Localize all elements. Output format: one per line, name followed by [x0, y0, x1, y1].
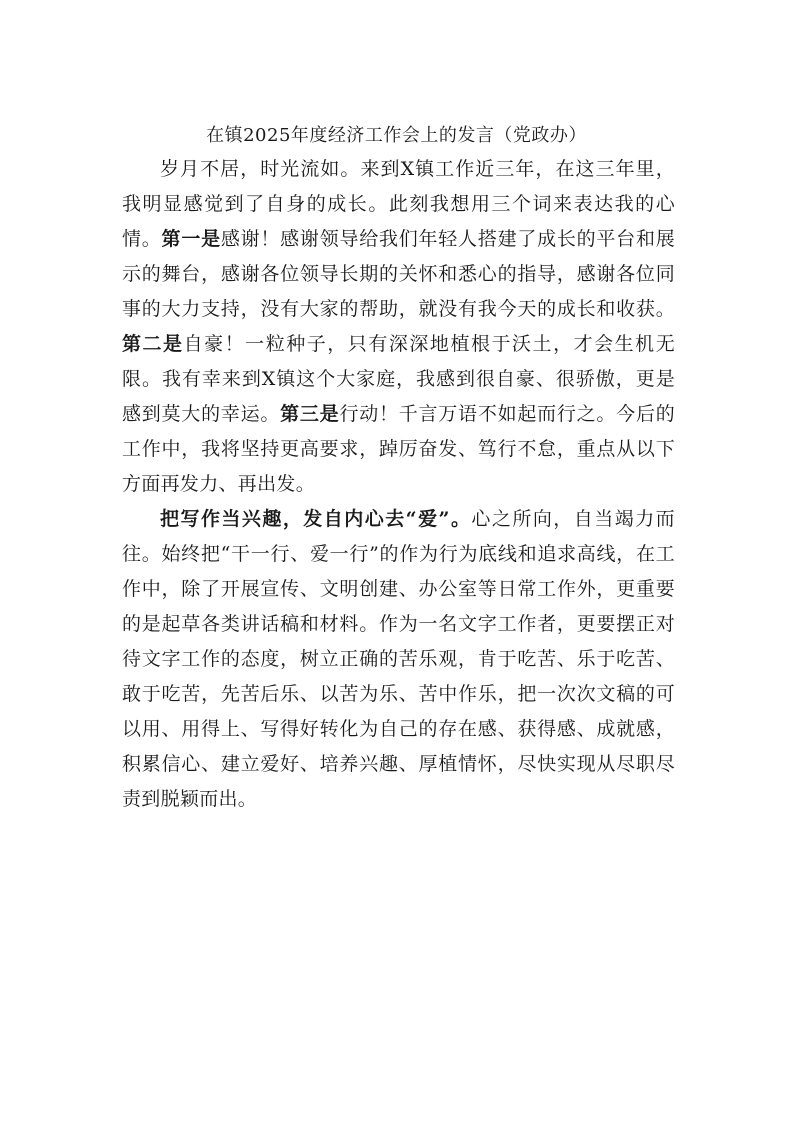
writing-text: 心之所向，自当竭力而往。始终把“干一行、爱一行”的作为行为底线和追求高线，在工作中，除了开展宣传、文明创建、办公室等日常工作外，更重要的是起草各类讲话稿和材料。作为一名文字工作者，更要摆正对待文字工作的态度，树立正确的苦乐观，肯于吃苦、乐于吃苦、敢于吃苦，先苦后乐、以苦为乐、苦中作乐，把一次次文稿的可以用、用得上、写得好转化为自己的存在感、获得感、成就感，积累信心、建立爱好、培养兴趣、厚植情怀，尽快实现从尽职尽责到脱颖而出。	[122, 508, 675, 810]
writing-heading: 把写作当兴趣，发自内心去“爱”。	[160, 508, 472, 530]
paragraph-intro	[122, 152, 675, 502]
intro-text-3: 自豪！一粒种子，只有深深地植根于沃土，才会生机无限。我有幸来到X镇这个大家庭，我感到很自豪、很骄傲，更是感到莫大的幸运。	[122, 333, 676, 425]
page-title: 在镇2025年度经济工作会上的发言（党政办）	[206, 125, 587, 146]
intro-text-2: 感谢！感谢领导给我们年轻人搭建了成长的平台和展示的舞台，感谢各位领导长期的关怀和悉心的指导，感谢各位同事的大力支持，没有大家的帮助，就没有我今天的成长和收获。	[122, 228, 676, 320]
third-point-label: 第三是	[280, 403, 340, 425]
paragraph-writing	[122, 502, 675, 817]
first-point-label: 第一是	[161, 228, 221, 250]
second-point-label: 第二是	[122, 333, 184, 355]
intro-text-4: 行动！千言万语不如起而行之。今后的工作中，我将坚持更高要求，踔厉奋发、笃行不怠，重点从以下方面再发力、再出发。	[122, 403, 676, 495]
intro-text-1: 岁月不居，时光流如。来到X镇工作近三年，在这三年里，我明显感觉到了自身的成长。此刻我想用三个词来表达我的心情。	[122, 158, 675, 250]
document-body	[122, 152, 675, 817]
